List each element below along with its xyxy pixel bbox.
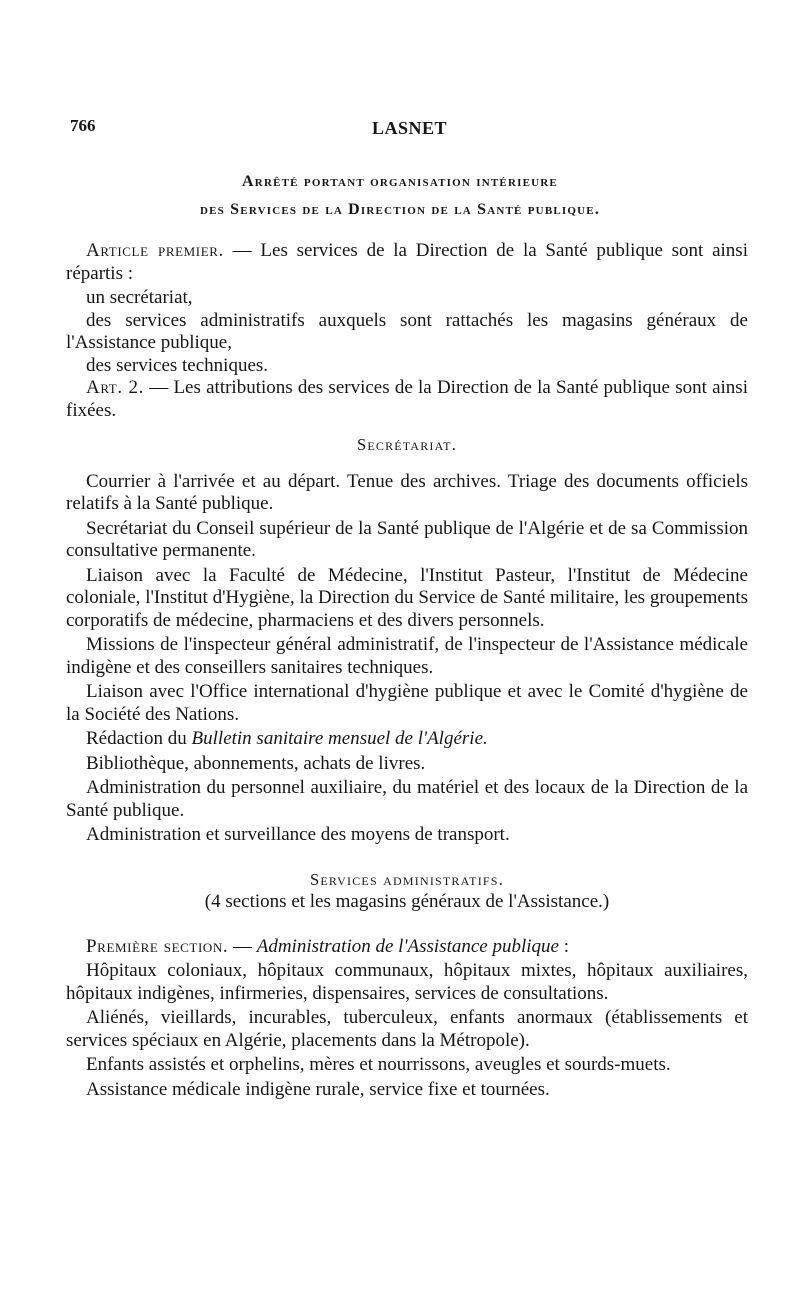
- page-number: 766: [70, 116, 96, 135]
- paragraph: Administration et surveillance des moyens de transport.: [86, 824, 510, 845]
- paragraph: Missions de l'inspecteur général administratif, de l'inspecteur de l'Assistance médicale indigène et des conseillers sanitaires techniques.: [66, 634, 748, 678]
- document-title: [60, 168, 740, 224]
- bulletin-title: Bulletin sanitaire mensuel de l'Algérie.: [191, 728, 488, 749]
- premiere-section-heading: [66, 936, 748, 959]
- paragraph-bulletin: [66, 728, 748, 751]
- list-item: des services administratifs auxquels sont rattachés les magasins généraux de l'Assistance publique,: [66, 309, 748, 353]
- paragraph: Enfants assistés et orphelins, mères et nourrissons, aveugles et sourds-muets.: [86, 1054, 671, 1075]
- paragraph: Secrétariat du Conseil supérieur de la Santé publique de l'Algérie et de sa Commission consultative permanente.: [66, 517, 748, 561]
- article-premier-label: Article premier.: [86, 240, 224, 261]
- list-item: des services techniques.: [86, 354, 269, 376]
- section-subheading: (4 sections et les magasins généraux de l'Assistance.): [204, 891, 610, 912]
- section-heading-services-administratifs: Services administratifs.: [310, 869, 504, 889]
- article-2-text: — Les attributions des services de la Direction de la Santé publique sont ainsi fixées.: [66, 377, 748, 421]
- document-body: [66, 240, 748, 1103]
- paragraph: Courrier à l'arrivée et au départ. Tenue des archives. Triage des documents officiels relatifs à la Santé publique.: [66, 470, 748, 514]
- premiere-section-title: Administration de l'Assistance publique: [256, 935, 559, 957]
- running-header-author: LASNET: [372, 118, 448, 138]
- title-line-1: Arrêté portant organisation intérieure: [242, 173, 558, 190]
- paragraph: Aliénés, vieillards, incurables, tuberculeux, enfants anormaux (établissements et services spéciaux en Algérie, placements dans la Métropole).: [66, 1007, 748, 1051]
- paragraph: Administration du personnel auxiliaire, du matériel et des locaux de la Direction de la Santé publique.: [66, 777, 748, 821]
- premiere-section-colon: :: [558, 935, 569, 957]
- section-heading-secretariat: Secrétariat.: [356, 435, 458, 454]
- paragraph: Bibliothèque, abonnements, achats de livres.: [86, 752, 426, 774]
- paragraph: Assistance médicale indigène rurale, service fixe et tournées.: [86, 1078, 550, 1100]
- premiere-section-label: Première section.: [86, 935, 229, 957]
- premiere-section-dash: —: [228, 935, 257, 957]
- article-2: [66, 377, 748, 422]
- article-2-label: Art. 2.: [86, 377, 144, 398]
- article-premier: [66, 240, 748, 285]
- paragraph: Liaison avec la Faculté de Médecine, l'Institut Pasteur, l'Institut de Médecine coloniale, l'Institut d'Hygiène, la Direction du Service de Santé militaire, les groupements corporatifs de médecine, pharmaciens et des divers personnels.: [66, 564, 748, 631]
- paragraph: Liaison avec l'Office international d'hygiène publique et avec le Comité d'hygiène de la Société des Nations.: [66, 681, 748, 725]
- article-premier-text: — Les services de la Direction de la Santé publique sont ainsi répartis :: [66, 240, 748, 284]
- title-line-2: des Services de la Direction de la Santé publique.: [199, 201, 601, 218]
- paragraph: Hôpitaux coloniaux, hôpitaux communaux, hôpitaux mixtes, hôpitaux auxiliaires, hôpitaux indigènes, infirmeries, dispensaires, services de consultations.: [66, 960, 748, 1004]
- bulletin-prefix: Rédaction du: [86, 728, 192, 749]
- list-item: un secrétariat,: [86, 287, 193, 308]
